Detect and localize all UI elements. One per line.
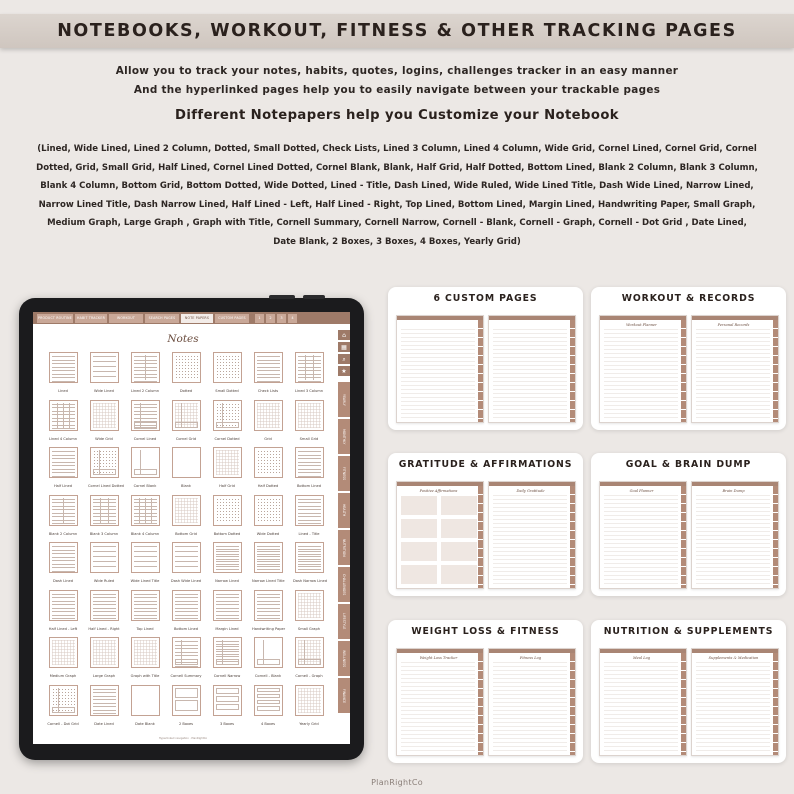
page-preview-title: Goal Planner (629, 489, 654, 493)
feature-card (388, 453, 583, 596)
notepaper-label: Half Lined - Left (48, 626, 78, 631)
notepaper-thumbnail (90, 637, 119, 668)
notepaper-thumbnail (49, 352, 78, 383)
header-banner (0, 14, 794, 48)
notepaper-label: Cornell - Graph (295, 674, 323, 678)
notepaper-option[interactable] (170, 637, 202, 678)
notepaper-option[interactable] (47, 542, 79, 583)
notepaper-thumbnail (295, 590, 324, 621)
feature-card (591, 620, 786, 763)
top-tab[interactable]: NOTE PAPERS (181, 314, 213, 323)
top-tab[interactable]: WORKOUT PLANNER (109, 314, 143, 323)
notepaper-thumbnail (295, 400, 324, 431)
page-preview[interactable] (599, 648, 687, 756)
notepaper-thumbnail (172, 637, 201, 668)
notepaper-thumbnail (295, 685, 324, 716)
notepaper-thumbnail (254, 590, 283, 621)
side-tab[interactable]: MONTHLY (338, 419, 350, 455)
notepaper-option[interactable] (47, 352, 79, 393)
notepaper-option[interactable] (129, 400, 161, 441)
feature-card (591, 287, 786, 430)
notepaper-option[interactable] (88, 590, 120, 631)
page-preview-title: Personal Records (717, 323, 750, 327)
notepaper-label: Blank (180, 484, 192, 488)
tablet-screen (33, 312, 350, 744)
notepaper-thumbnail (213, 352, 242, 383)
notepaper-label: Bottom Grid (175, 531, 197, 536)
side-tab[interactable]: CHALLENGES (338, 567, 350, 603)
notepaper-label: Bottom Lined (296, 484, 322, 488)
notepaper-thumbnail (213, 637, 242, 668)
notepaper-label: Narrow Lined (215, 579, 239, 583)
notepaper-option[interactable] (211, 542, 243, 583)
paper-list: (Lined, Wide Lined, Lined 2 Column, Dotted, Small Dotted, Check Lists, Lined 3 Column, Lined 4 Column, Wide Grid, Cornel Lined, Cornel Grid, Cornel Dotted, Grid, Small Grid, Half Lined, Cornel Lined Dotted, Cornel Blank, Blank, Half Grid, Half Dotted, Bottom Lined, Blank 2 Column, Blank 3 Column, Blank 4 Column, Bottom Grid, Bottom Dotted, Wide Dotted, Lined - Title, Dash Lined, Wide Ruled, Wide Lined Title, Dash Wide Lined, Narrow Lined, Narrow Lined Title, Dash Narrow Lined, Half Lined - Left, Half Lined - Right, Top Lined, Bottom Lined, Margin Lined, Handwriting Paper, Small Graph, Medium Graph, Large Graph , Graph with Title, Cornell Summary, Cornell Narrow, Cornell - Blank, Cornell - Graph, Cornell - Dot Grid , Date Lined, Date Blank, 2 Boxes, 3 Boxes, 4 Boxes, Yearly Grid) (36, 144, 758, 247)
intro-line-2: And the hyperlinked pages help you to easily navigate between your trackable pages (133, 84, 661, 96)
notepaper-label: 4 Boxes (260, 721, 276, 726)
notepaper-option[interactable] (211, 685, 243, 726)
notepaper-label: Wide Lined Title (130, 579, 160, 583)
notepaper-option[interactable] (47, 590, 79, 631)
page-preview[interactable] (599, 481, 687, 589)
notepaper-thumbnail (90, 685, 119, 716)
card-title: WORKOUT & RECORDS (621, 293, 756, 304)
notepaper-thumbnail (254, 685, 283, 716)
page-number-tab[interactable]: 4 (288, 314, 297, 323)
notepaper-thumbnail (131, 400, 160, 431)
card-title: 6 CUSTOM PAGES (433, 293, 538, 304)
notepaper-label: Cornell - Blank (254, 674, 282, 678)
top-tab[interactable]: HABIT TRACKER (75, 314, 107, 323)
notepaper-option[interactable] (211, 400, 243, 441)
notepaper-thumbnail (90, 542, 119, 573)
tablet-button (269, 295, 295, 299)
notepaper-thumbnail (254, 447, 283, 478)
notepaper-option[interactable] (88, 542, 120, 583)
notepaper-option[interactable] (170, 352, 202, 393)
notepaper-thumbnail (49, 685, 78, 716)
page-title: NOTEBOOKS, WORKOUT, FITNESS & OTHER TRACKING PAGES (57, 21, 737, 41)
notepaper-thumbnail (172, 495, 201, 526)
side-tab[interactable]: YEARLY (338, 382, 350, 418)
notepaper-thumbnail (90, 590, 119, 621)
notepaper-thumbnail (49, 495, 78, 526)
notepaper-thumbnail (90, 400, 119, 431)
notepaper-thumbnail (295, 542, 324, 573)
feature-card (388, 287, 583, 430)
card-title: WEIGHT LOSS & FITNESS (411, 626, 560, 637)
card-title: NUTRITION & SUPPLEMENTS (603, 626, 774, 637)
notepaper-label: Blank 3 Column (89, 531, 119, 536)
notepaper-option[interactable] (252, 590, 284, 631)
page-preview[interactable] (488, 481, 576, 589)
notepaper-option[interactable] (47, 637, 79, 678)
notepaper-option[interactable] (88, 685, 120, 726)
notepaper-thumbnail (254, 637, 283, 668)
tablet-button (303, 295, 325, 299)
notepaper-option[interactable] (129, 352, 161, 393)
notepaper-thumbnail (213, 495, 242, 526)
page-preview[interactable] (396, 648, 484, 756)
notepaper-thumbnail (90, 447, 119, 478)
notepaper-label: Lined 2 Column (130, 389, 160, 393)
notepaper-label: Cornel Blank (133, 484, 157, 488)
notepaper-label: Yearly Grid (299, 721, 319, 726)
feature-card (591, 453, 786, 596)
side-tab[interactable]: WELLNESS (338, 641, 350, 677)
notepaper-option[interactable] (170, 447, 202, 488)
notepaper-label: Date Blank (135, 721, 155, 726)
notepaper-option[interactable] (129, 590, 161, 631)
calendar-icon[interactable]: ▦ (338, 342, 350, 353)
notepaper-thumbnail (49, 542, 78, 573)
notepaper-thumbnail (213, 590, 242, 621)
notepaper-label: Margin Lined (215, 626, 239, 631)
notepaper-thumbnail (131, 590, 160, 621)
notepaper-option[interactable] (252, 400, 284, 441)
notepaper-label: Cornell Narrow (213, 674, 241, 678)
page-preview[interactable] (599, 315, 687, 423)
notepaper-thumbnail (213, 542, 242, 573)
footer-link[interactable]: Hyperlinked navigation · PlanRightCo (158, 737, 208, 740)
page-number-tab[interactable]: 3 (277, 314, 286, 323)
notepaper-label: Wide Grid (95, 436, 113, 441)
notepaper-option[interactable] (129, 447, 161, 488)
notepaper-option[interactable] (252, 352, 284, 393)
notepaper-label: Narrow Lined Title (252, 579, 285, 583)
intro-text (0, 62, 794, 100)
notepaper-option[interactable] (88, 400, 120, 441)
page-preview-title: Positive Affirmations (419, 489, 458, 493)
notepaper-label: Blank 2 Column (48, 531, 78, 536)
notepaper-label: Cornell - Dot Grid (47, 721, 79, 726)
notepaper-option[interactable] (211, 447, 243, 488)
notepaper-label: Dash Lined (52, 579, 74, 583)
intro-line-1: Allow you to track your notes, habits, quotes, logins, challenges tracker in an easy manner (115, 65, 679, 77)
notepaper-thumbnail (131, 685, 160, 716)
notepaper-label: Grid (264, 436, 272, 441)
page-preview[interactable] (691, 481, 779, 589)
page-preview[interactable] (396, 315, 484, 423)
tablet-device (19, 298, 364, 760)
notes-heading: Notes (167, 333, 199, 345)
top-tab[interactable]: SEARCH PAGES (145, 314, 179, 323)
side-tab[interactable]: HEALTH (338, 493, 350, 529)
page-preview[interactable] (488, 315, 576, 423)
page-number-tab[interactable]: 2 (266, 314, 275, 323)
notepaper-option[interactable] (170, 495, 202, 536)
notepaper-label: Small Dotted (215, 389, 239, 393)
notepaper-thumbnail (49, 447, 78, 478)
side-tab[interactable]: FINANCE (338, 678, 350, 714)
notepaper-label: Wide Dotted (256, 531, 280, 536)
notepaper-thumbnail (172, 542, 201, 573)
notepaper-option[interactable] (211, 637, 243, 678)
page-preview-title: Supplements & Medication (708, 656, 759, 660)
notepaper-thumbnail (254, 542, 283, 573)
notepaper-label: Cornel Dotted (214, 436, 240, 441)
notepaper-option[interactable] (47, 685, 79, 726)
notepaper-option[interactable] (129, 637, 161, 678)
page-preview-title: Weight Loss Tracker (419, 656, 458, 660)
notepaper-option[interactable] (211, 590, 243, 631)
page-preview-title: Meal Log (632, 656, 651, 660)
notepaper-option[interactable] (129, 685, 161, 726)
notepaper-option[interactable] (293, 400, 325, 441)
notepaper-option[interactable] (88, 637, 120, 678)
side-tab[interactable]: FITNESS (338, 456, 350, 492)
feature-card (388, 620, 583, 763)
notepaper-thumbnail (254, 400, 283, 431)
notepaper-thumbnail (90, 352, 119, 383)
notepaper-label: Check Lists (257, 389, 279, 393)
notepaper-option[interactable] (293, 447, 325, 488)
notepaper-thumbnail (254, 495, 283, 526)
page-preview[interactable] (691, 315, 779, 423)
notepaper-option[interactable] (88, 447, 124, 488)
side-tab-bar (336, 326, 350, 744)
notepaper-label: Wide Lined (94, 389, 114, 393)
notepaper-thumbnail (254, 352, 283, 383)
notepaper-option[interactable] (170, 542, 202, 583)
notepaper-thumbnail (131, 495, 160, 526)
notepaper-thumbnail (295, 637, 324, 668)
notepaper-option[interactable] (211, 352, 243, 393)
page-preview-title: Daily Gratitude (516, 489, 545, 493)
notepaper-option[interactable] (252, 685, 284, 726)
notepaper-thumbnail (213, 400, 242, 431)
notepaper-thumbnail (172, 352, 201, 383)
page-preview-title: Brain Dump (722, 489, 745, 493)
notepaper-thumbnail (172, 447, 201, 478)
notepaper-thumbnail (172, 685, 201, 716)
notepaper-thumbnail (49, 637, 78, 668)
page-preview[interactable] (488, 648, 576, 756)
notepaper-option[interactable] (293, 685, 325, 726)
notepaper-thumbnail (172, 400, 201, 431)
notepaper-label: Cornel Lined (133, 436, 157, 441)
notepaper-label: Lined 4 Column (48, 436, 78, 441)
notepaper-label: Lined (58, 389, 68, 393)
notepaper-label: Top Lined (136, 626, 154, 631)
notepaper-label: Small Grid (299, 436, 319, 441)
notepaper-option[interactable] (293, 542, 328, 583)
top-tab-bar (33, 312, 350, 329)
notepaper-thumbnail (131, 637, 160, 668)
card-title: GRATITUDE & AFFIRMATIONS (398, 459, 573, 470)
top-tab[interactable]: PRODUCT ROUTINE (37, 314, 73, 323)
notepaper-thumbnail (90, 495, 119, 526)
side-tab[interactable]: NUTRITION (338, 530, 350, 566)
notepaper-label: Small Graph (297, 626, 321, 631)
notepaper-label: Date Lined (94, 721, 114, 726)
brand-credit: PlanRightCo (371, 778, 423, 787)
notepaper-option[interactable] (252, 495, 284, 536)
notepaper-label: Cornel Grid (175, 436, 197, 441)
notepaper-option[interactable] (293, 495, 325, 536)
card-title: GOAL & BRAIN DUMP (625, 459, 752, 470)
notepaper-option[interactable] (129, 495, 161, 536)
notepaper-option[interactable] (252, 542, 284, 583)
side-tab[interactable]: LIFESTYLE (338, 604, 350, 640)
notepaper-label: Dash Narrow Lined (293, 579, 328, 583)
notepaper-label: 2 Boxes (178, 721, 194, 726)
notepaper-label: Bottom Lined (173, 626, 199, 631)
notepaper-option[interactable] (47, 447, 79, 488)
notepaper-thumbnail (213, 685, 242, 716)
top-tab[interactable]: CUSTOM PAGES (215, 314, 249, 323)
notepaper-label: Bottom Dotted (213, 531, 241, 536)
notepaper-label: 3 Boxes (219, 721, 235, 726)
page-preview-title: Workout Planner (626, 323, 657, 327)
notepaper-option[interactable] (252, 637, 284, 678)
notepaper-thumbnail (131, 352, 160, 383)
notepaper-label: Lined 3 Column (294, 389, 324, 393)
page-number-tab[interactable]: 1 (255, 314, 264, 323)
notepaper-thumbnail (213, 447, 242, 478)
notepaper-option[interactable] (170, 400, 202, 441)
notepaper-label: Graph with Title (130, 674, 160, 678)
notepaper-option[interactable] (293, 590, 325, 631)
notepaper-label: Dotted (179, 389, 193, 393)
notepaper-label: Wide Ruled (93, 579, 115, 583)
notepaper-option[interactable] (47, 495, 79, 536)
notepaper-label: Half Grid (219, 484, 235, 488)
notepaper-option[interactable] (88, 352, 120, 393)
section-subtitle: Different Notepapers help you Customize your Notebook (175, 108, 619, 123)
notepaper-label: Half Lined (53, 484, 73, 488)
notepaper-option[interactable] (293, 352, 325, 393)
page-preview[interactable] (691, 648, 779, 756)
page-preview[interactable] (396, 481, 484, 589)
notepaper-thumbnail (172, 590, 201, 621)
notepaper-option[interactable] (170, 685, 202, 726)
notepaper-option[interactable] (252, 447, 284, 488)
notepaper-thumbnail (131, 542, 160, 573)
notepaper-label: Blank 4 Column (130, 531, 160, 536)
notepaper-label: Half Dotted (257, 484, 279, 488)
home-icon[interactable]: ⌂ (338, 330, 350, 341)
page-preview-title: Fitness Log (519, 656, 542, 660)
notepaper-option[interactable] (47, 400, 79, 441)
notepaper-label: Large Graph (92, 674, 116, 678)
notepaper-label: Dash Wide Lined (170, 579, 202, 583)
notepaper-thumbnail (49, 590, 78, 621)
notepaper-thumbnail (295, 495, 324, 526)
notepaper-thumbnail (49, 400, 78, 431)
notepaper-label: Cornel Lined Dotted (88, 484, 124, 488)
notepaper-thumbnail (295, 352, 324, 383)
star-icon[interactable]: ★ (338, 366, 350, 377)
notepaper-label: Medium Graph (49, 674, 77, 678)
notepaper-option[interactable] (88, 495, 120, 536)
notepaper-thumbnail (131, 447, 160, 478)
notepaper-thumbnail (295, 447, 324, 478)
notepaper-label: Handwriting Paper (252, 626, 286, 631)
notepaper-label: Cornell Summary (170, 674, 202, 678)
notepaper-label: Lined - Title (298, 531, 320, 536)
notepaper-label: Half Lined - Right (88, 626, 120, 631)
notepaper-option[interactable] (293, 637, 325, 678)
notepaper-option[interactable] (211, 495, 243, 536)
notepaper-option[interactable] (129, 542, 161, 583)
notepaper-option[interactable] (170, 590, 202, 631)
search-icon[interactable]: ⌕ (338, 354, 350, 365)
